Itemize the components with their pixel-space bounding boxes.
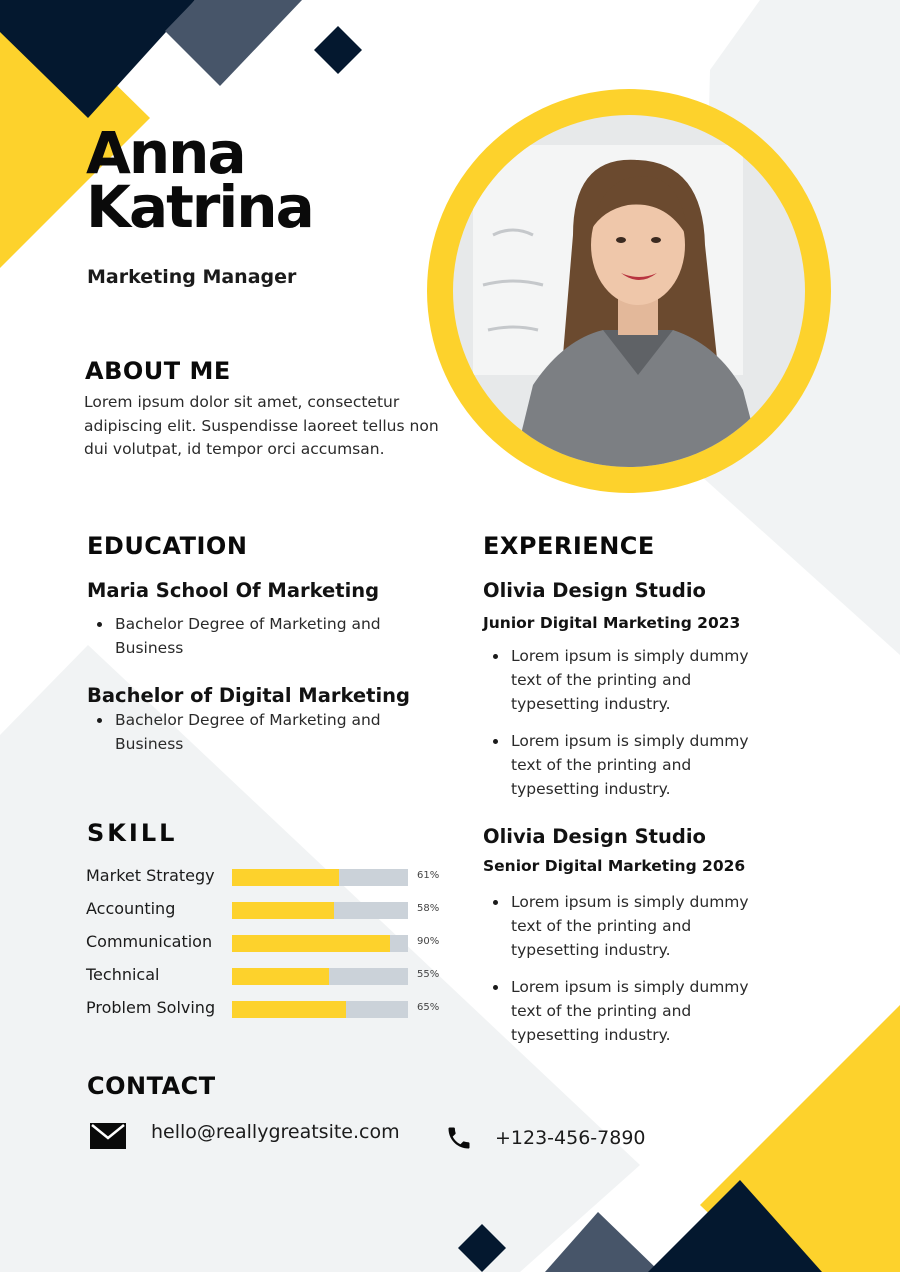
about-text: Lorem ipsum dolor sit amet, consectetur adipiscing elit. Suspendisse laoreet tellus non dui volutpat, id tempor orci accumsan.: [84, 393, 439, 458]
portrait-photo: [453, 115, 805, 467]
applicant-name: [86, 119, 313, 241]
skill-label: Accounting: [86, 899, 176, 918]
skill-heading: SKILL: [87, 819, 178, 847]
diamond-top: [314, 26, 362, 74]
skill-bar-fill: [232, 869, 339, 886]
list-item: Lorem ipsum is simply dummy text of the printing and typesetting industry.: [483, 644, 783, 716]
profile-photo: [427, 89, 831, 493]
last-name: Katrina: [86, 173, 313, 241]
first-name: Anna: [86, 119, 245, 187]
list-item: Bachelor Degree of Marketing and Business: [87, 612, 387, 660]
skill-percent: 65%: [417, 1002, 440, 1013]
experience-company: Olivia Design Studio: [483, 825, 706, 848]
education-heading: EDUCATION: [87, 532, 248, 560]
skill-bar-track: [232, 1001, 408, 1018]
education-school: Maria School Of Marketing: [87, 579, 380, 602]
skill-label: Communication: [86, 932, 213, 951]
skill-bar-fill: [232, 1001, 346, 1018]
skill-bar-track: [232, 968, 408, 985]
skill-label: Technical: [86, 965, 160, 984]
skill-row: [86, 899, 466, 921]
skill-bar-fill: [232, 902, 334, 919]
skill-percent: 61%: [417, 870, 440, 881]
skill-label: Market Strategy: [86, 866, 215, 885]
skill-percent: 90%: [417, 936, 440, 947]
skill-label: Problem Solving: [86, 998, 216, 1017]
education-bullets: [87, 708, 387, 756]
skill-bar-track: [232, 935, 408, 952]
phone-icon: [445, 1124, 473, 1152]
contact-heading: CONTACT: [87, 1072, 216, 1100]
education-school: Bachelor of Digital Marketing: [87, 684, 411, 707]
list-item: Lorem ipsum is simply dummy text of the printing and typesetting industry.: [483, 975, 783, 1047]
skill-percent: 58%: [417, 903, 440, 914]
experience-bullets: [483, 890, 783, 1060]
about-heading: ABOUT ME: [85, 357, 231, 385]
skill-bar-track: [232, 869, 408, 886]
skill-percent: 55%: [417, 969, 440, 980]
skill-bar-fill: [232, 935, 390, 952]
experience-company: Olivia Design Studio: [483, 579, 706, 602]
skill-bar-track: [232, 902, 408, 919]
skill-row: [86, 932, 466, 954]
education-bullets: [87, 612, 387, 660]
list-item: Lorem ipsum is simply dummy text of the printing and typesetting industry.: [483, 729, 783, 801]
skill-bar-fill: [232, 968, 329, 985]
job-title: Marketing Manager: [87, 266, 297, 288]
envelope-icon: [90, 1123, 126, 1149]
list-item: Lorem ipsum is simply dummy text of the printing and typesetting industry.: [483, 890, 783, 962]
experience-role: Senior Digital Marketing 2026: [483, 857, 746, 875]
skill-row: [86, 998, 466, 1020]
contact-email[interactable]: hello@reallygreatsite.com: [151, 1121, 400, 1143]
contact-phone[interactable]: +123-456-7890: [495, 1127, 646, 1149]
corner-slate-top: [165, 0, 302, 86]
list-item: Bachelor Degree of Marketing and Business: [87, 708, 387, 756]
skill-row: [86, 866, 466, 888]
experience-heading: EXPERIENCE: [483, 532, 655, 560]
experience-role: Junior Digital Marketing 2023: [483, 614, 741, 632]
experience-bullets: [483, 644, 783, 814]
skill-row: [86, 965, 466, 987]
